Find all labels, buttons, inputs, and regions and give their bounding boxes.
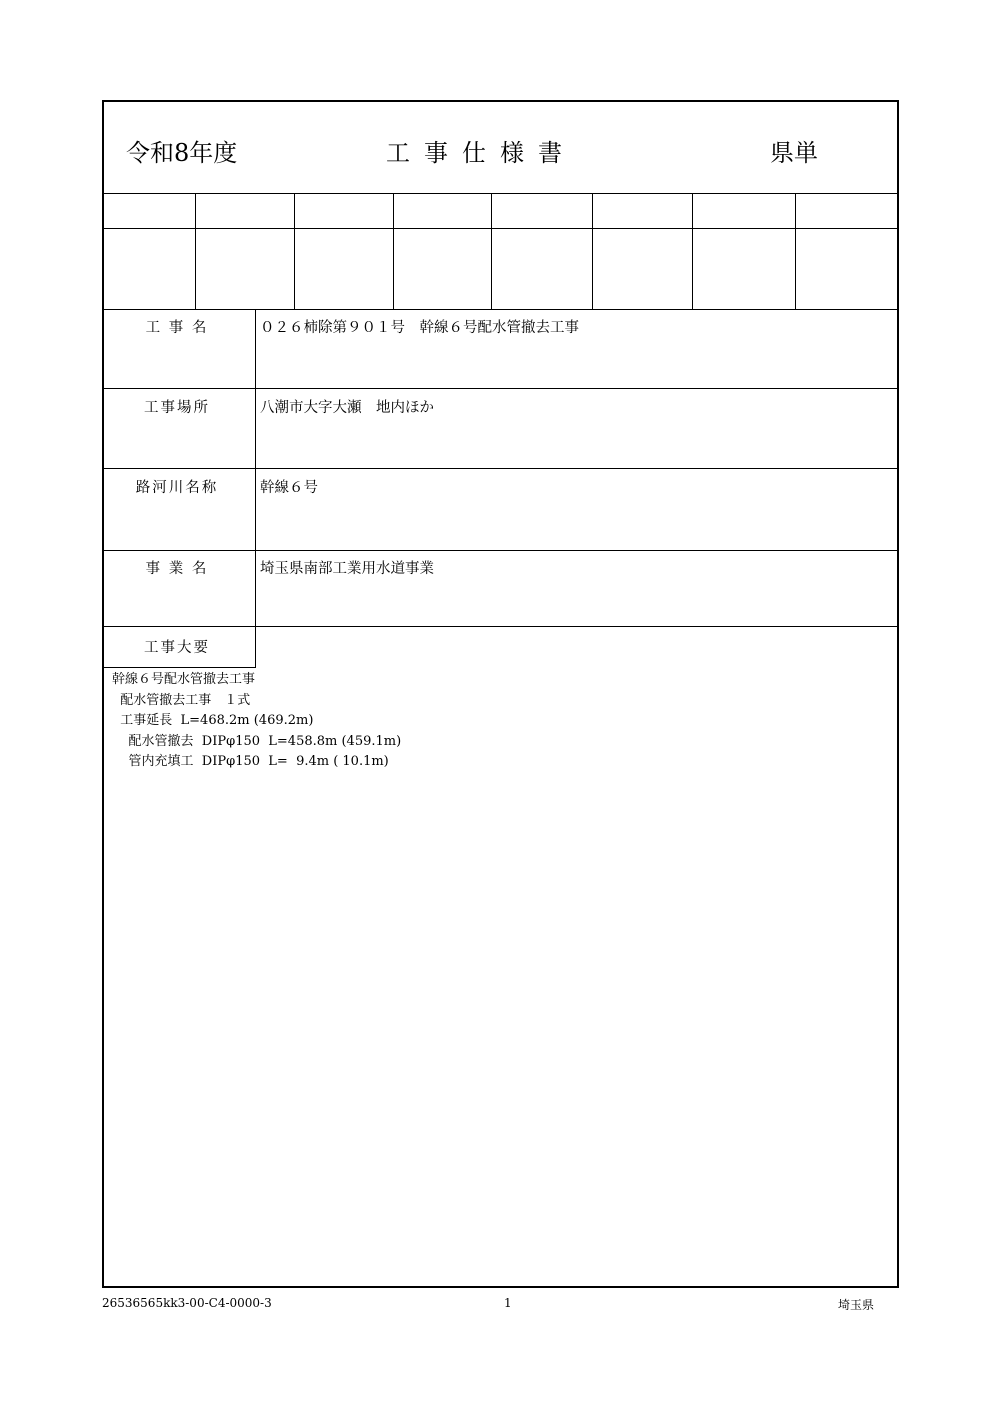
grid-bottom xyxy=(102,309,899,310)
row-divider-1 xyxy=(102,388,899,389)
summary-line: 幹線６号配水管撤去工事 xyxy=(112,672,256,687)
field-label-road-river-name: 路河川名称 xyxy=(135,480,219,496)
issuer: 埼玉県 xyxy=(838,1298,875,1312)
summary-line: 配水管撤去工事 １式 xyxy=(112,692,251,708)
summary-label-bottom xyxy=(102,667,256,668)
field-label-construction-site: 工事場所 xyxy=(144,400,210,416)
grid-col-line xyxy=(692,193,693,309)
field-value-construction-name: ０２６柿除第９０１号 幹線６号配水管撤去工事 xyxy=(260,320,579,336)
row-divider-2 xyxy=(102,468,899,469)
budget-category: 県単 xyxy=(770,139,818,167)
fiscal-year: 令和8年度 xyxy=(126,139,238,167)
grid-col-line xyxy=(592,193,593,309)
summary-line: 管内充填工 DIPφ150 L= 9.4m ( 10.1m) xyxy=(112,754,389,769)
header-divider xyxy=(102,193,899,194)
row-divider-3 xyxy=(102,550,899,551)
field-label-project-name: 事 業 名 xyxy=(145,561,209,577)
grid-col-line xyxy=(393,193,394,309)
grid-col-line xyxy=(294,193,295,309)
field-value-project-name: 埼玉県南部工業用水道事業 xyxy=(260,561,434,577)
grid-col-line xyxy=(195,193,196,309)
grid-col-line xyxy=(795,193,796,309)
page-number: 1 xyxy=(504,1296,512,1310)
field-value-construction-site: 八潮市大字大瀬 地内ほか xyxy=(260,400,434,416)
grid-col-line xyxy=(491,193,492,309)
document-id: 26536565kk3-00-C4-0000-3 xyxy=(102,1296,272,1310)
label-column-divider xyxy=(255,309,256,667)
document-title: 工事仕様書 xyxy=(386,139,576,167)
field-label-construction-name: 工 事 名 xyxy=(145,320,209,336)
construction-summary xyxy=(112,670,401,773)
summary-line: 配水管撤去 DIPφ150 L=458.8m (459.1m) xyxy=(112,733,402,749)
row-divider-4 xyxy=(102,626,899,627)
summary-line: 工事延長 L=468.2m (469.2m) xyxy=(112,713,314,728)
grid-divider xyxy=(102,228,899,229)
field-value-road-river-name: 幹線６号 xyxy=(260,480,318,496)
field-label-construction-summary: 工事大要 xyxy=(144,640,210,656)
